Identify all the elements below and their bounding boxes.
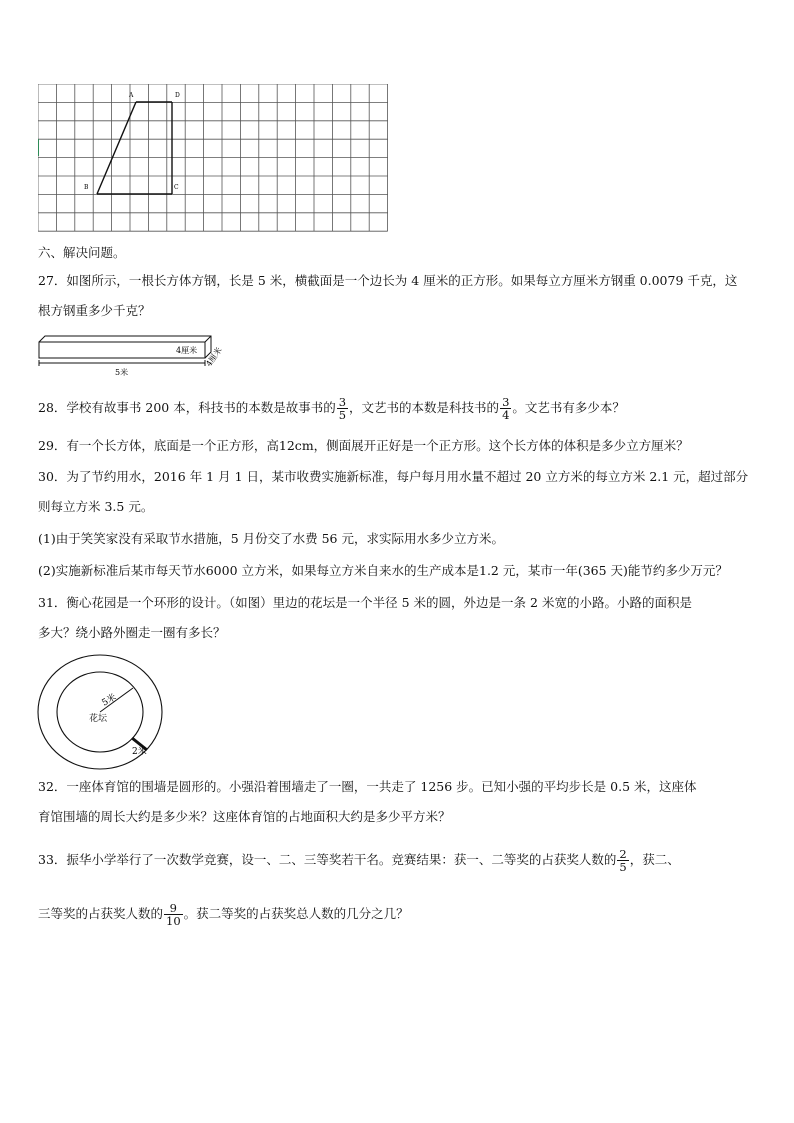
q33-line2 [38, 902, 409, 927]
vertex-c-label: C [174, 184, 179, 191]
q27-line1: 27．如图所示，一根长方体方钢，长是 5 米，横截面是一个边长为 4 厘米的正方形。如果每立方厘米方钢重 0.0079 千克，这 [38, 273, 738, 288]
q30-sub1: (1)由于笑笑家没有采取节水措施，5 月份交了水费 56 元，求实际用水多少立方米。 [38, 531, 504, 546]
q33-text-d: 。获二等奖的占获奖总人数的几分之几？ [183, 906, 409, 921]
ring-garden-figure [36, 654, 166, 774]
q33-fraction-1: $\frac{2}{5}$ [619, 847, 627, 874]
q32-line1: 32．一座体育馆的围墙是圆形的。小强沿着围墙走了一圈，一共走了 1256 步。已知小强的平均步长是 0.5 米，这座体 [38, 779, 697, 794]
q33-line1 [38, 848, 680, 873]
q28-text-a: 28．学校有故事书 200 本，科技书的本数是故事书的 [38, 400, 336, 415]
q32-line2: 育馆围墙的周长大约是多少米？这座体育馆的占地面积大约是多少平方米？ [38, 809, 451, 824]
q27-line2: 根方钢重多少千克？ [38, 303, 151, 318]
q33-fraction-2: $\frac{9}{10}$ [166, 901, 181, 928]
q33-text-a: 33．振华小学举行了一次数学竞赛，设一、二、三等奖若干名。竞赛结果：获一、二等奖的占获奖人数的 [38, 852, 617, 867]
vertex-d-label: D [175, 92, 180, 99]
q28-text-c: 。文艺书有多少本？ [512, 400, 625, 415]
flowerbed-label: 花坛 [89, 714, 108, 724]
bar-side-label: 4厘米 [204, 345, 224, 369]
q33-text-b: ，获二、 [629, 852, 680, 867]
section-title: 六、解决问题。 [38, 245, 126, 260]
q28-fraction-2: $\frac{3}{4}$ [502, 395, 510, 422]
q28-fraction-1: $\frac{3}{5}$ [338, 395, 347, 422]
q30-line2: 则每立方米 3.5 元。 [38, 499, 154, 514]
q30-sub2: (2)实施新标准后某市每天节水6000 立方米，如果每立方米自来水的生产成本是1.2 元，某市一年(365 天)能节约多少万元？ [38, 563, 728, 578]
q28-line [38, 396, 625, 421]
vertex-a-label: A [129, 92, 134, 99]
q30-line1: 30．为了节约用水，2016 年 1 月 1 日，某市收费实施新标准，每户每月用水量不超过 20 立方米的每立方米 2.1 元，超过部分 [38, 469, 749, 484]
q29-line1: 29．有一个长方体，底面是一个正方形，高12cm，侧面展开正好是一个正方形。这个长方体的体积是多少立方厘米？ [38, 438, 689, 453]
q33-text-c: 三等奖的占获奖人数的 [38, 906, 164, 921]
radius-label: 5米 [100, 692, 119, 709]
bar-length-label: 5米 [115, 368, 129, 377]
q31-line1: 31．衡心花园是一个环形的设计。（如图）里边的花坛是一个半径 5 米的圆，外边是一条 2 米宽的小路。小路的面积是 [38, 595, 692, 610]
vertex-b-label: B [84, 184, 89, 191]
steel-bar-figure [36, 332, 236, 382]
bar-front-label: 4厘米 [176, 346, 198, 355]
path-width-label: 2米 [132, 747, 147, 757]
grid-figure [38, 84, 400, 234]
q28-text-b: ，文艺书的本数是科技书的 [349, 400, 500, 415]
q31-line2: 多大？绕小路外圈走一圈有多长？ [38, 625, 226, 640]
